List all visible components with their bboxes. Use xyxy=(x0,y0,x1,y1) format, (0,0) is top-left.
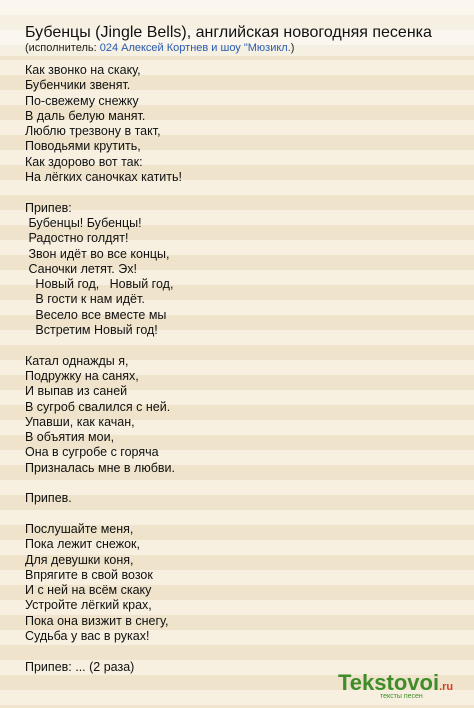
lyric-line: В даль белую манят. xyxy=(25,108,146,123)
lyric-line: Катал однажды я, xyxy=(25,353,129,368)
artist-suffix: ) xyxy=(290,42,295,54)
lyric-line xyxy=(25,644,455,659)
lyric-line: Звон идёт во все концы, xyxy=(25,246,170,261)
lyric-line: Она в сугробе с горяча xyxy=(25,445,159,460)
site-logo[interactable] xyxy=(338,671,468,701)
lyric-line: В сугроб свалился с ней. xyxy=(25,399,171,414)
lyric-line: Саночки летят. Эх! xyxy=(25,261,137,276)
lyric-line: Встретим Новый год! xyxy=(25,323,158,338)
lyric-line: Бубенцы! Бубенцы! xyxy=(25,215,142,230)
lyric-line: Упавши, как качан, xyxy=(25,414,135,429)
lyric-line: Весело все вместе мы xyxy=(25,307,167,322)
lyric-line: Впрягите в свой возок xyxy=(25,567,153,582)
lyric-line: Подружку на санях, xyxy=(25,368,139,383)
lyric-line xyxy=(25,185,455,200)
lyric-line: Как здорово вот так: xyxy=(25,154,143,169)
song-title: Бубенцы (Jingle Bells), английская новогодняя песенка xyxy=(25,24,432,41)
lyric-line: И выпав из саней xyxy=(25,384,128,399)
lyric-line: Пока лежит снежок, xyxy=(25,537,140,552)
lyrics-body xyxy=(25,63,455,675)
lyric-line: На лёгких саночках катить! xyxy=(25,170,182,185)
lyric-line: Люблю трезвону в такт, xyxy=(25,124,161,139)
lyric-line: Припев: ... (2 раза) xyxy=(25,659,135,674)
logo-tld: .ru xyxy=(439,681,454,693)
artist-prefix: (исполнитель: xyxy=(25,42,100,54)
lyric-line: Как звонко на скаку, xyxy=(25,63,141,77)
lyric-line: В гости к нам идёт. xyxy=(25,292,145,307)
logo-name: Tekstovoi xyxy=(338,670,440,695)
page-header xyxy=(0,0,474,56)
lyric-line: Радостно голдят! xyxy=(25,231,129,246)
lyric-line: Послушайте меня, xyxy=(25,521,134,536)
lyric-line: По-свежему снежку xyxy=(25,93,139,108)
lyric-line: Припев. xyxy=(25,491,72,506)
lyric-line: Призналась мне в любви. xyxy=(25,460,175,475)
lyric-line: Пока она визжит в снегу, xyxy=(25,613,169,628)
artist-link[interactable]: 024 Алексей Кортнев и шоу "Мюзикл. xyxy=(99,42,291,54)
lyric-line: Поводьями крутить, xyxy=(25,139,141,154)
logo-tagline: тексты песен xyxy=(380,693,423,700)
lyric-line: И с ней на всём скаку xyxy=(25,583,152,598)
lyric-line: Для девушки коня, xyxy=(25,552,134,567)
lyric-line xyxy=(25,338,455,353)
lyric-line: Новый год, Новый год, xyxy=(25,277,174,292)
artist-line xyxy=(25,41,294,55)
lyric-line xyxy=(25,507,455,522)
lyric-line: Устройте лёгкий крах, xyxy=(25,598,152,613)
lyric-line: В объятия мои, xyxy=(25,430,115,445)
lyric-line: Припев: xyxy=(25,200,72,215)
lyric-line: Бубенчики звенят. xyxy=(25,78,131,93)
lyric-line xyxy=(25,476,455,491)
lyric-line: Судьба у вас в руках! xyxy=(25,628,150,643)
